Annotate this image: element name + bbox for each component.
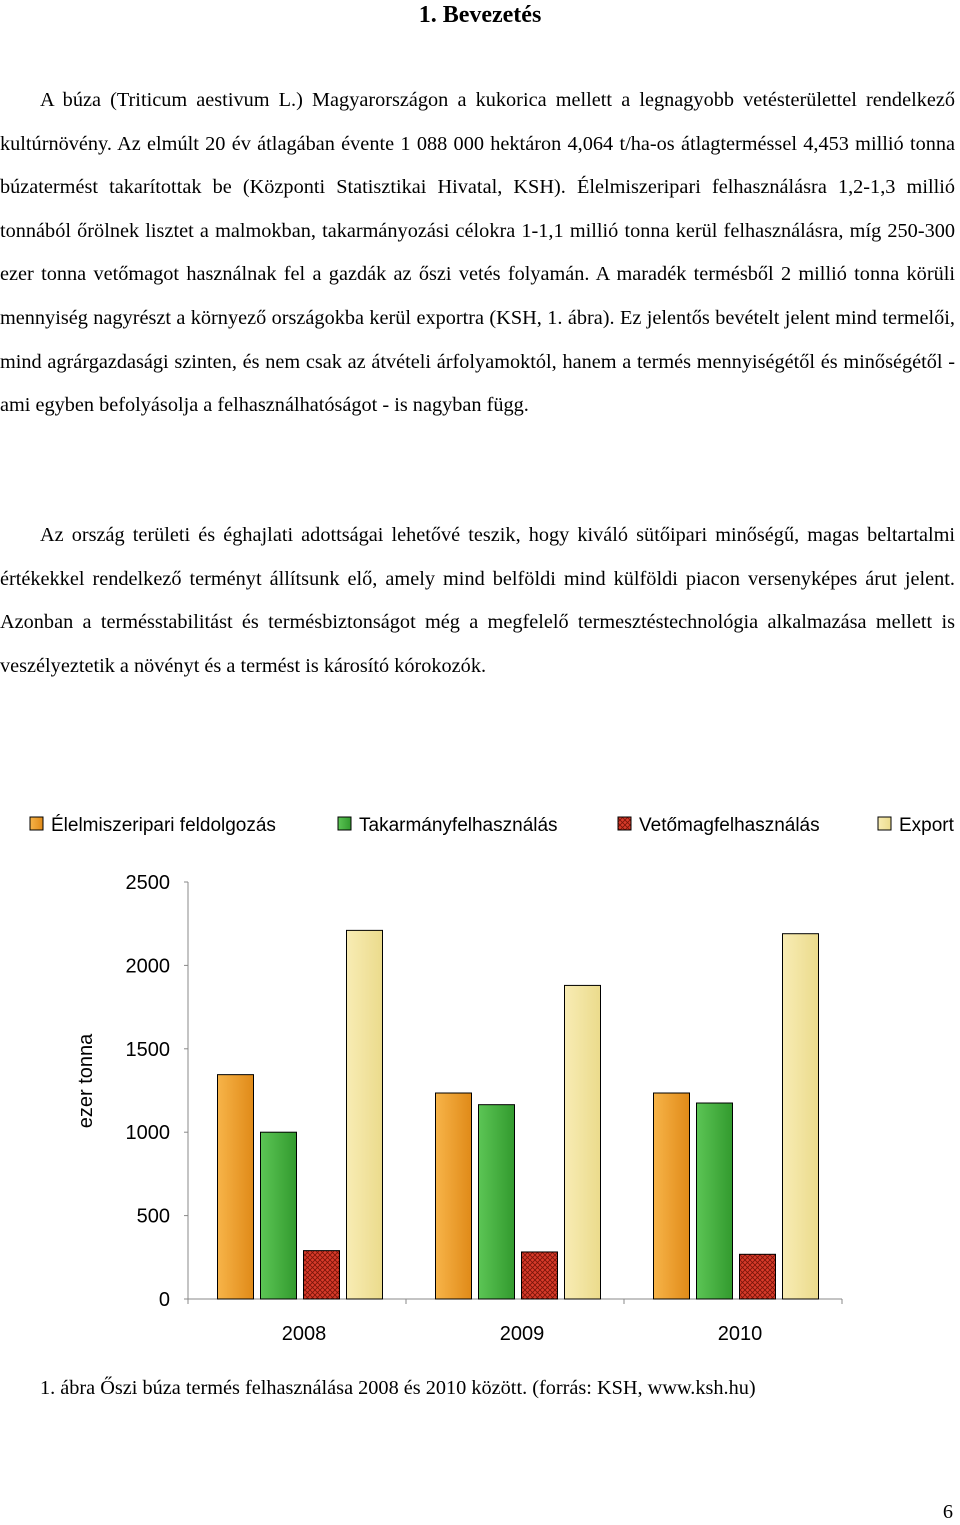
bar-2010-4 bbox=[783, 934, 819, 1299]
bar-2008-2 bbox=[261, 1132, 297, 1299]
bar-2009-3 bbox=[522, 1252, 558, 1299]
legend-label-2: Takarmányfelhasználás bbox=[359, 815, 558, 836]
y-tick-label: 500 bbox=[136, 1205, 170, 1228]
legend-label-1: Élelmiszeripari feldolgozás bbox=[51, 815, 276, 836]
legend-swatch-3 bbox=[618, 817, 631, 830]
bar-2010-3 bbox=[740, 1254, 776, 1299]
chart-bars bbox=[218, 930, 819, 1299]
y-tick-label: 2500 bbox=[125, 872, 170, 894]
x-tick-label: 2008 bbox=[281, 1323, 327, 1345]
bar-2009-4 bbox=[565, 985, 601, 1299]
y-tick-label: 0 bbox=[158, 1289, 170, 1311]
y-tick-label: 2000 bbox=[125, 955, 170, 978]
section-heading: 1. Bevezetés bbox=[418, 2, 542, 28]
legend-label-4: Export bbox=[899, 815, 954, 836]
page-number: 6 bbox=[942, 1501, 953, 1523]
x-tick-label: 2009 bbox=[499, 1323, 545, 1345]
x-tick-label: 2010 bbox=[717, 1323, 763, 1345]
bar-2009-1 bbox=[436, 1093, 472, 1299]
legend-swatch-2 bbox=[338, 817, 351, 830]
paragraph-1: A búza (Triticum aestivum L.) Magyarországon a kukorica mellett a legnagyobb vetésterülettel rendelkező kultúrnövény. Az elmúlt 20 év átlagában évente 1 088 000 hektáron 4,064 t/ha-os átlagterméssel 4,453 millió tonna búzatermést takarítottak be (Központi Statisztikai Hivatal, KSH). Élelmiszeripari felhasználásra 1,2-1,3 millió tonnából őrölnek lisztet a malmokban, takarmányozási célokra 1-1,1 millió tonna kerül felhasználásra, míg 250-300 ezer tonna vetőmagot használnak fel a gazdák az őszi vetés folyamán. A maradék termésből 2 millió tonna körüli mennyiség nagyrészt a környező országokba kerül exportra (KSH, 1. ábra). Ez jelentős bevételt jelent mind termelői, mind agrárgazdasági szinten, és nem csak az átvételi árfolyamoktól, hanem a termés mennyiségétől és minőségétől - ami egyben befolyásolja a felhasználhatóságot - is nagyban függ. bbox=[0, 89, 955, 417]
legend-label-3: Vetőmagfelhasználás bbox=[639, 815, 820, 836]
bar-2010-2 bbox=[697, 1103, 733, 1299]
y-tick-label: 1000 bbox=[125, 1122, 170, 1145]
legend-swatch-1 bbox=[30, 817, 43, 830]
bar-2008-3 bbox=[304, 1251, 340, 1299]
bar-2009-2 bbox=[479, 1105, 515, 1299]
usage-bar-chart bbox=[0, 800, 960, 1360]
legend-swatch-4 bbox=[878, 817, 891, 830]
bar-2010-1 bbox=[654, 1093, 690, 1299]
bar-2008-4 bbox=[347, 930, 383, 1299]
figure-caption: 1. ábra Őszi búza termés felhasználása 2008 és 2010 között. (forrás: KSH, www.ksh.hu) bbox=[40, 1377, 756, 1399]
bar-2008-1 bbox=[218, 1075, 254, 1299]
y-axis-title-group bbox=[75, 1033, 97, 1128]
y-tick-label: 1500 bbox=[125, 1038, 170, 1061]
y-axis-title: ezer tonna bbox=[75, 1033, 97, 1129]
chart-legend bbox=[30, 815, 955, 836]
paragraph-2: Az ország területi és éghajlati adottságai lehetővé teszik, hogy kiváló sütőipari minőségű, magas beltartalmi értékekkel rendelkező terményt állítsunk elő, amely mind belföldi mind külföldi piacon versenyképes árut jelent. Azonban a termésstabilitást és termésbiztonságot még a megfelelő termesztéstechnológia alkalmazása mellett is veszélyeztetik a növényt és a termést is károsító kórokozók. bbox=[0, 524, 955, 677]
